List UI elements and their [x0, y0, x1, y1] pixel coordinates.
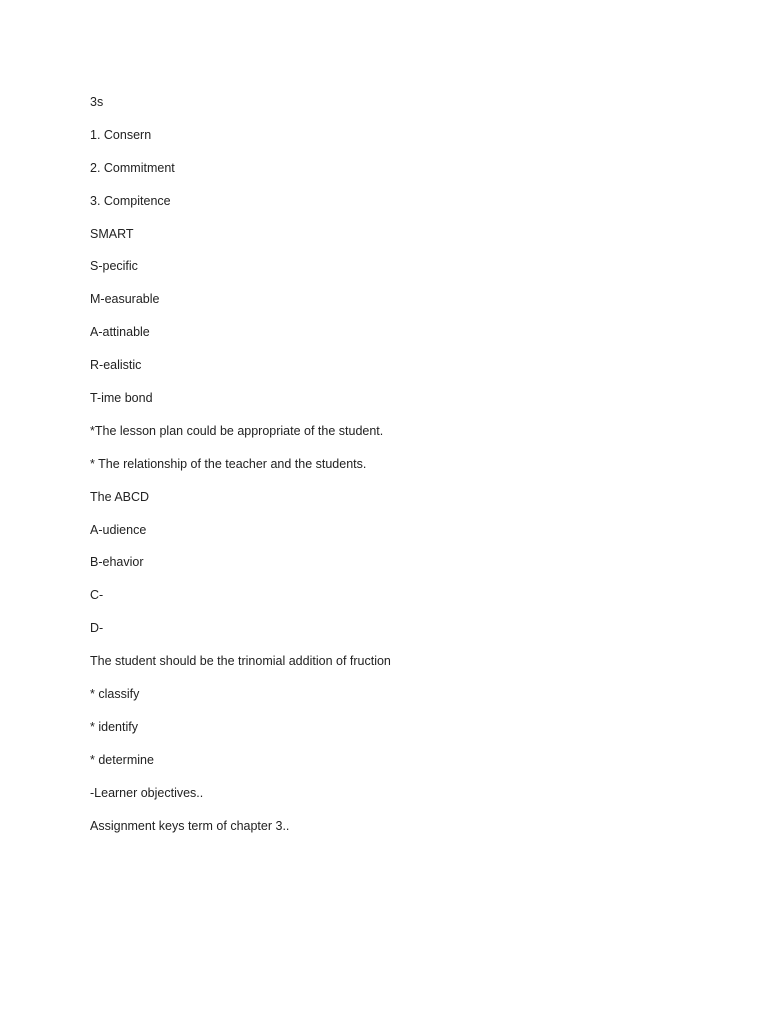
assignment-line: Assignment keys term of chapter 3.. — [90, 818, 290, 833]
list-item: 3. Compitence — [90, 193, 171, 208]
note-line: * The relationship of the teacher and the students. — [90, 456, 367, 471]
list-item: D- — [90, 621, 104, 636]
heading-3s: 3s — [90, 95, 104, 109]
list-item: C- — [90, 588, 104, 603]
list-item: M-easurable — [90, 292, 160, 307]
objective-statement: The student should be the trinomial addition of fruction — [90, 654, 391, 669]
list-item: T-ime bond — [90, 391, 153, 406]
list-item: * identify — [90, 719, 138, 734]
list-item: A-attinable — [90, 325, 150, 340]
document-body — [90, 94, 710, 850]
list-item: S-pecific — [90, 259, 138, 274]
list-item: 1. Consern — [90, 127, 152, 142]
list-item: * classify — [90, 687, 140, 702]
note-line: *The lesson plan could be appropriate of the student. — [90, 423, 384, 438]
list-item: R-ealistic — [90, 358, 142, 373]
heading-abcd: The ABCD — [90, 489, 150, 504]
learner-objectives-line: -Learner objectives.. — [90, 785, 204, 800]
list-item: B-ehavior — [90, 555, 144, 570]
list-item: 2. Commitment — [90, 160, 175, 175]
list-item: * determine — [90, 752, 154, 767]
list-item: A-udience — [90, 522, 147, 537]
heading-smart: SMART — [90, 226, 134, 241]
